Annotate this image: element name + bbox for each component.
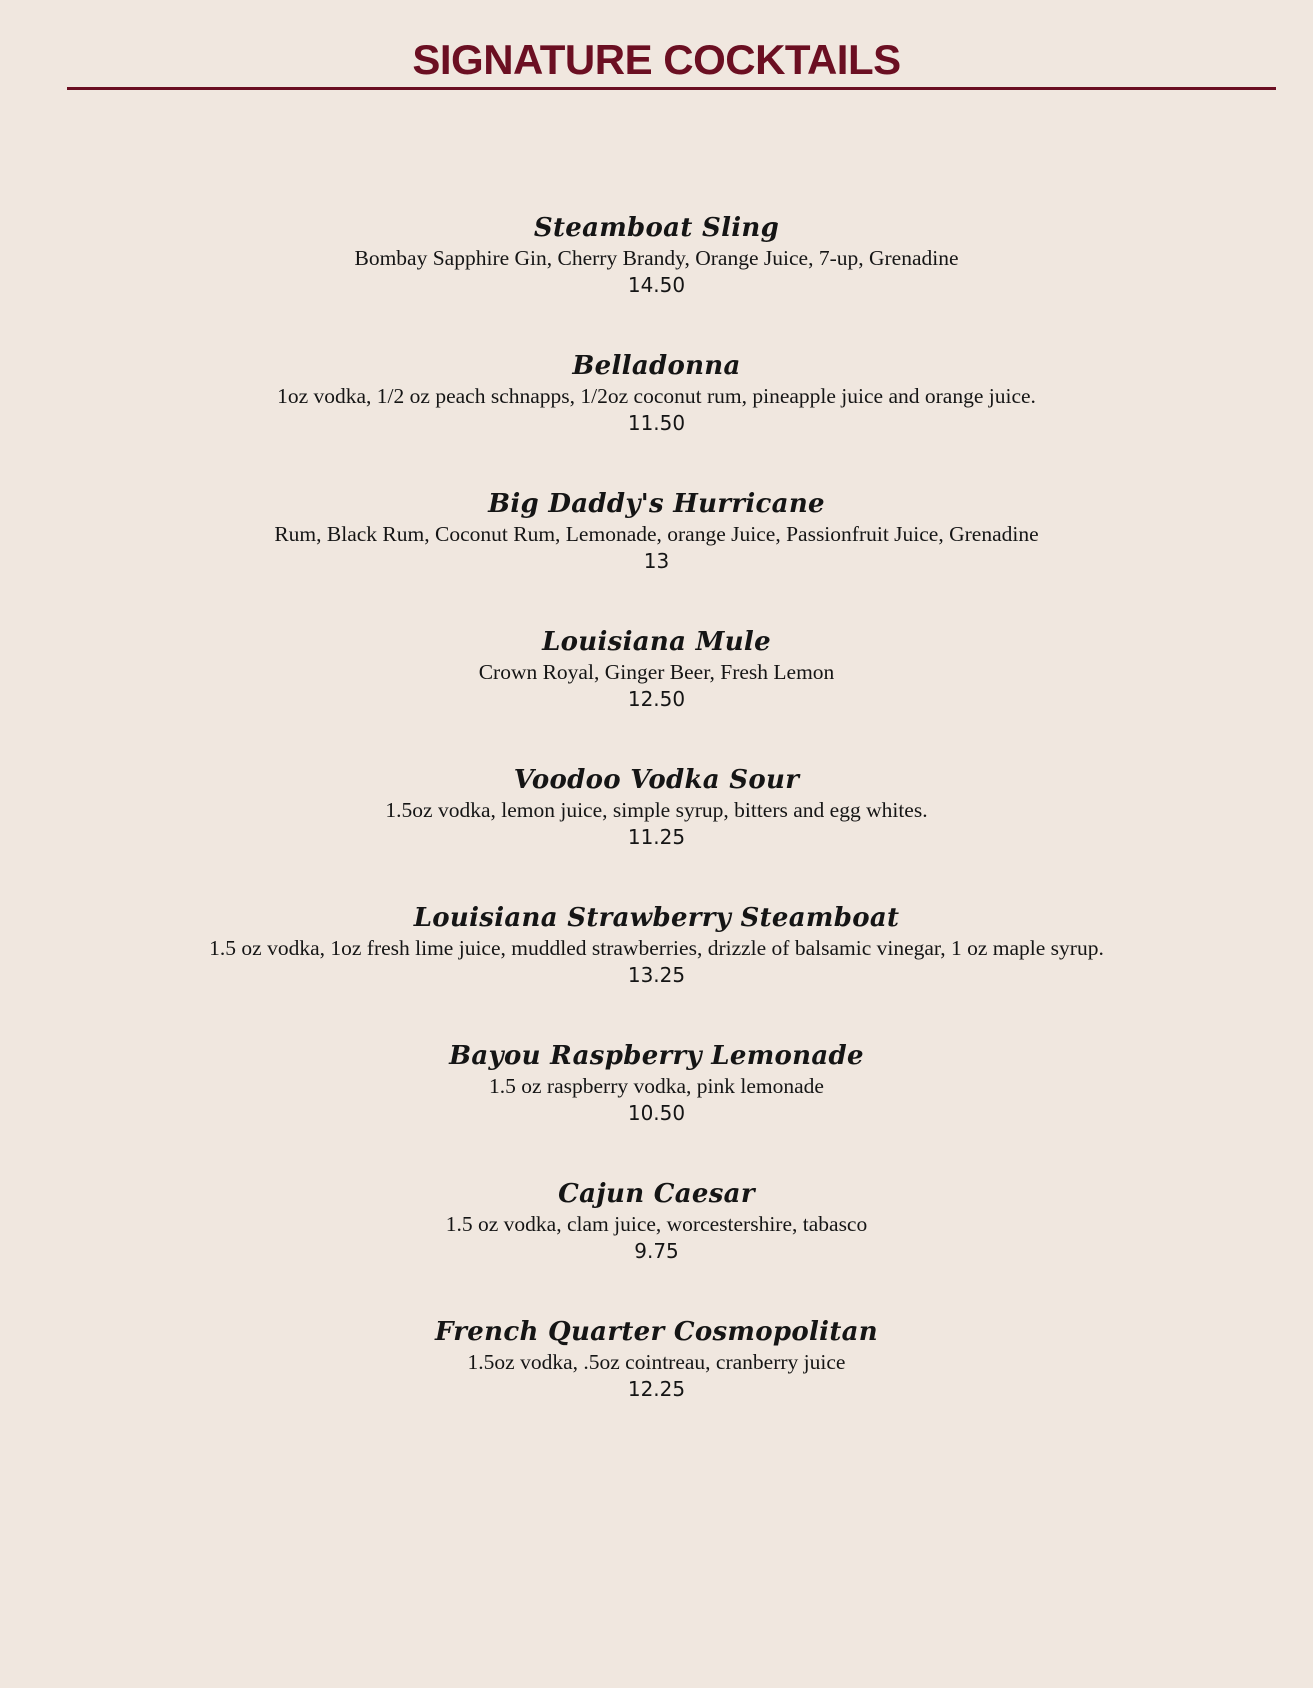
page-title: SIGNATURE COCKTAILS (412, 36, 901, 83)
cocktail-name: Louisiana Strawberry Steamboat (413, 903, 900, 933)
cocktail-name: French Quarter Cosmopolitan (435, 1317, 878, 1347)
cocktail-description: 1oz vodka, 1/2 oz peach schnapps, 1/2oz coconut rum, pineapple juice and orange juice. (277, 384, 1036, 408)
menu-item (0, 627, 1313, 765)
menu-item (0, 489, 1313, 627)
menu-item (0, 1041, 1313, 1179)
cocktail-price: 11.25 (627, 825, 686, 849)
cocktail-description: 1.5oz vodka, lemon juice, simple syrup, bitters and egg whites. (385, 798, 928, 822)
cocktail-description: Bombay Sapphire Gin, Cherry Brandy, Orange Juice, 7-up, Grenadine (354, 246, 959, 270)
cocktail-description: 1.5 oz vodka, 1oz fresh lime juice, muddled strawberries, drizzle of balsamic vinegar, 1 oz maple syrup. (209, 936, 1104, 960)
cocktail-price: 13 (643, 549, 670, 573)
cocktail-price: 12.25 (627, 1377, 686, 1401)
cocktail-description: Crown Royal, Ginger Beer, Fresh Lemon (478, 660, 835, 684)
menu-item (0, 765, 1313, 903)
menu-item (0, 213, 1313, 351)
menu-item (0, 1317, 1313, 1455)
cocktail-name: Belladonna (572, 351, 741, 381)
menu-item (0, 903, 1313, 1041)
cocktail-price: 13.25 (627, 963, 686, 987)
cocktail-name: Cajun Caesar (558, 1179, 755, 1209)
cocktail-name: Bayou Raspberry Lemonade (449, 1041, 864, 1071)
cocktail-name: Steamboat Sling (533, 213, 780, 243)
cocktail-price: 12.50 (627, 687, 686, 711)
cocktail-description: 1.5 oz raspberry vodka, pink lemonade (489, 1074, 824, 1098)
cocktail-list (0, 213, 1313, 1455)
cocktail-price: 14.50 (627, 273, 686, 297)
cocktail-price: 10.50 (627, 1101, 686, 1125)
cocktail-description: Rum, Black Rum, Coconut Rum, Lemonade, orange Juice, Passionfruit Juice, Grenadine (274, 522, 1039, 546)
cocktail-price: 11.50 (627, 411, 686, 435)
cocktail-name: Louisiana Mule (542, 627, 771, 657)
cocktail-name: Big Daddy's Hurricane (488, 489, 825, 519)
cocktail-name: Voodoo Vodka Sour (513, 765, 800, 795)
menu-item (0, 351, 1313, 489)
title-divider (67, 87, 1276, 90)
menu-item (0, 1179, 1313, 1317)
cocktail-description: 1.5 oz vodka, clam juice, worcestershire, tabasco (445, 1212, 868, 1236)
cocktail-price: 9.75 (634, 1239, 679, 1263)
cocktail-description: 1.5oz vodka, .5oz cointreau, cranberry juice (467, 1350, 846, 1374)
